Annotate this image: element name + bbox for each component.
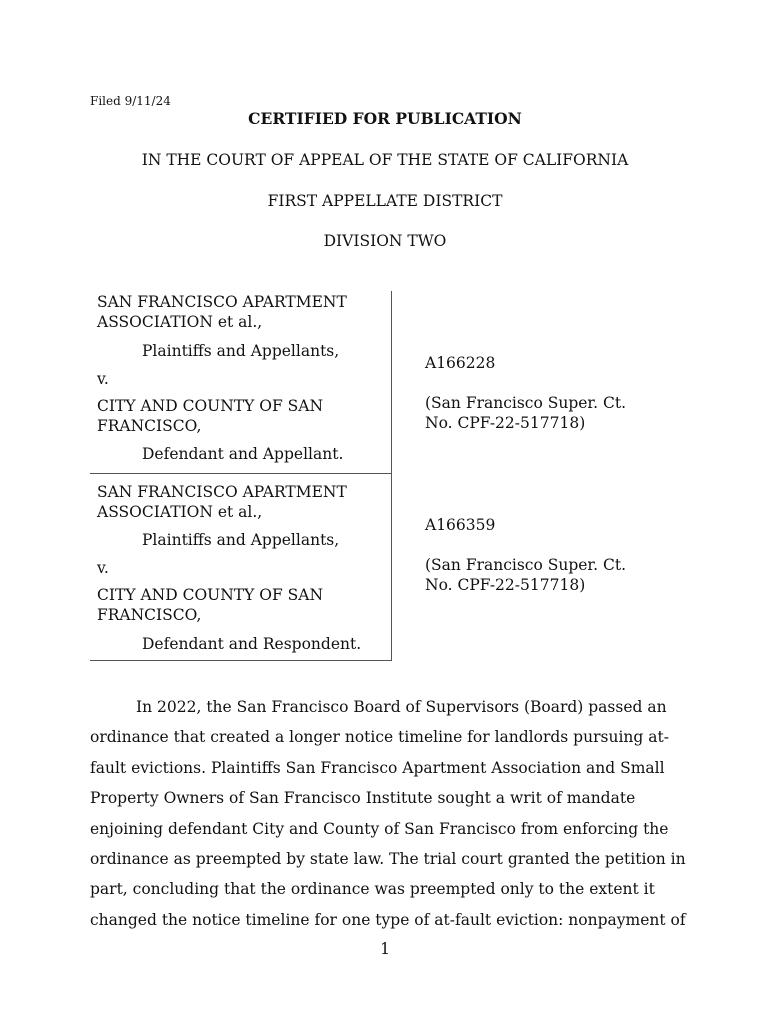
paragraph-line: part, concluding that the ordinance was preempted only to the extent it — [90, 880, 655, 899]
division-heading: DIVISION TWO — [323, 232, 447, 250]
plaintiff-name-line2: ASSOCIATION et al., — [97, 503, 263, 521]
paragraph-line: ordinance that created a longer notice timeline for landlords pursuing at- — [90, 728, 669, 747]
superior-court-ref-line2: No. CPF-22-517718) — [425, 414, 586, 432]
plaintiff-name-line1: SAN FRANCISCO APARTMENT — [97, 293, 347, 311]
paragraph-line: enjoining defendant City and County of San Francisco from enforcing the — [90, 819, 669, 838]
filed-date: Filed 9/11/24 — [90, 94, 171, 108]
superior-court-ref-line1: (San Francisco Super. Ct. — [425, 394, 627, 412]
defendant-name-line2: FRANCISCO, — [97, 417, 202, 435]
plaintiff-role: Plaintiffs and Appellants, — [142, 342, 340, 360]
opinion-paragraph — [90, 692, 686, 935]
plaintiff-role: Plaintiffs and Appellants, — [142, 531, 340, 549]
paragraph-line: Property Owners of San Francisco Institute sought a writ of mandate — [90, 789, 636, 808]
case-number: A166228 — [425, 354, 496, 372]
defendant-role: Defendant and Respondent. — [142, 635, 362, 653]
defendant-name-line1: CITY AND COUNTY OF SAN — [97, 586, 324, 604]
page-number: 1 — [380, 940, 390, 958]
district-heading: FIRST APPELLATE DISTRICT — [267, 192, 503, 210]
caption-block-2 — [90, 474, 391, 661]
paragraph-line: fault evictions. Plaintiffs San Francisco Apartment Association and Small — [90, 758, 665, 777]
plaintiff-name-line2: ASSOCIATION et al., — [97, 313, 263, 331]
defendant-name-line2: FRANCISCO, — [97, 606, 202, 624]
defendant-role: Defendant and Appellant. — [142, 445, 344, 463]
defendant-name-line1: CITY AND COUNTY OF SAN — [97, 397, 324, 415]
court-heading: IN THE COURT OF APPEAL OF THE STATE OF CALIFORNIA — [141, 151, 629, 169]
case-number: A166359 — [425, 516, 496, 534]
paragraph-line: ordinance as preempted by state law. The trial court granted the petition in — [90, 850, 686, 869]
versus: v. — [97, 559, 109, 577]
certified-heading: CERTIFIED FOR PUBLICATION — [248, 109, 522, 128]
plaintiff-name-line1: SAN FRANCISCO APARTMENT — [97, 483, 347, 501]
superior-court-ref-line2: No. CPF-22-517718) — [425, 576, 586, 594]
paragraph-line: In 2022, the San Francisco Board of Supervisors (Board) passed an — [136, 698, 667, 716]
paragraph-line: changed the notice timeline for one type of at-fault eviction: nonpayment of — [90, 910, 686, 929]
versus: v. — [97, 370, 109, 388]
case-caption — [90, 291, 392, 661]
caption-block-1 — [90, 291, 391, 474]
superior-court-ref-line1: (San Francisco Super. Ct. — [425, 556, 627, 574]
